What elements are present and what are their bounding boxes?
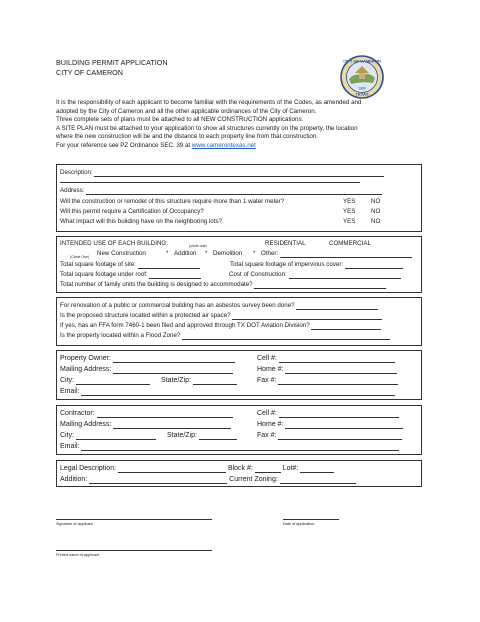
demolition-option[interactable]: Demolition	[213, 250, 243, 257]
intro-line: where the new construction will be and the distance to each property line from that construction.	[56, 133, 319, 141]
faa-label: If yes, has an FFA form 7460-1 been filed and approved through TX DOT Aviation Division?	[60, 322, 310, 329]
owner-mailing-label: Mailing Address:	[60, 366, 112, 373]
address-row	[60, 187, 382, 195]
owner-row	[60, 354, 235, 363]
owner-email-label: Email:	[60, 388, 80, 395]
date-field[interactable]	[283, 519, 339, 520]
intended-use-label: INTENDED USE OF EACH BUILDING:	[60, 240, 168, 247]
contractor-field[interactable]	[97, 411, 233, 418]
addition-field[interactable]	[89, 477, 227, 484]
owner-state-field[interactable]	[193, 378, 237, 385]
legal-description-field[interactable]	[118, 466, 226, 473]
family-units-row	[60, 281, 386, 289]
form-title	[56, 58, 168, 78]
water-meter-no[interactable]: NO	[371, 198, 381, 205]
contractor-label: Contractor:	[60, 410, 95, 417]
airspace-label: Is the proposed structure located within a protected air space?	[60, 312, 231, 319]
owner-city-row	[60, 376, 150, 385]
under-roof-row	[60, 271, 201, 279]
intro-line: Three complete sets of plans must be attached to all NEW CONSTRUCTION applications.	[56, 116, 304, 124]
current-zoning-field[interactable]	[280, 477, 356, 484]
owner-email-field[interactable]	[81, 389, 395, 396]
svg-text:TEXAS: TEXAS	[355, 91, 369, 97]
residential-option[interactable]: RESIDENTIAL	[265, 240, 306, 247]
intro-line: It is the responsibility of each applicant to become familiar with the requirements of the Codes, as amended and	[56, 99, 362, 106]
other-label: Other:	[261, 250, 279, 257]
form-title-line2: CITY OF CAMERON	[56, 68, 123, 77]
owner-fax-label: Fax #:	[257, 377, 277, 384]
circle-one-note-2: (Circle One)	[70, 255, 90, 259]
svg-text:1889: 1889	[358, 86, 366, 91]
faa-row	[60, 322, 381, 330]
form-title-line1: BUILDING PERMIT APPLICATION	[56, 58, 168, 67]
owner-city-field[interactable]	[76, 378, 150, 385]
contractor-fax-field[interactable]	[278, 433, 402, 440]
contractor-mailing-field[interactable]	[113, 422, 231, 429]
contractor-mailing-label: Mailing Address:	[60, 421, 112, 428]
separator-star: *	[166, 250, 169, 257]
contractor-home-label: Home #:	[257, 421, 284, 428]
circle-one-note: (circle one)	[189, 244, 207, 248]
contractor-section	[56, 405, 422, 455]
asbestos-label: For renovation of a public or commercial building has an asbestos survey been done?	[60, 302, 295, 309]
contractor-city-field[interactable]	[76, 433, 156, 440]
other-row	[261, 250, 412, 258]
contractor-city-row	[60, 431, 156, 440]
contractor-cell-label: Cell #:	[257, 410, 277, 417]
addition-label: Addition:	[60, 476, 88, 483]
website-link[interactable]: www.camerontexas.net	[191, 141, 256, 149]
legal-description-row	[60, 464, 334, 473]
legal-section	[56, 460, 422, 487]
intended-use-section	[56, 236, 422, 293]
owner-home-label: Home #:	[257, 366, 284, 373]
asbestos-row	[60, 302, 378, 310]
description-field[interactable]	[94, 170, 384, 177]
contractor-fax-row	[257, 431, 402, 440]
description-label: Description:	[60, 169, 93, 176]
owner-field[interactable]	[113, 356, 235, 363]
cost-row	[229, 271, 401, 279]
commercial-option[interactable]: COMMERCIAL	[329, 240, 371, 247]
impervious-row	[230, 261, 403, 269]
owner-cell-row	[257, 354, 395, 363]
current-zoning-label: Current Zoning:	[229, 476, 278, 483]
owner-mailing-row	[60, 365, 233, 374]
cost-label: Cost of Construction:	[229, 271, 287, 278]
under-roof-label: Total square footage under roof:	[60, 271, 148, 278]
printed-name-label: Printed name of applicant	[56, 553, 100, 557]
addition-option[interactable]: Addition	[174, 250, 197, 257]
signature-label: Signature of applicant	[56, 522, 93, 526]
owner-state-row	[161, 376, 237, 385]
city-seal-logo	[340, 55, 384, 99]
addition-row	[60, 475, 356, 484]
signature-field[interactable]	[56, 519, 212, 520]
additional-questions-section	[56, 297, 422, 346]
description-field-line2[interactable]	[60, 182, 360, 183]
address-label: Address:	[60, 187, 85, 194]
intro-reference-text: For your reference see PZ Ordinance SEC. 39 at	[56, 141, 192, 149]
water-meter-label: Will the construction or remodel of this structure require more than 1 water meter?	[60, 198, 285, 205]
airspace-field[interactable]	[232, 313, 382, 320]
flood-zone-field[interactable]	[182, 333, 390, 340]
intended-use-row	[60, 240, 168, 248]
block-label: Block #:	[227, 465, 253, 472]
occupancy-no[interactable]: NO	[371, 208, 381, 215]
other-field[interactable]	[280, 251, 412, 258]
intro-paragraph	[56, 99, 446, 151]
faa-field[interactable]	[311, 323, 381, 330]
owner-label: Property Owner:	[60, 355, 111, 362]
impervious-label: Total square footage of impervious cover:	[230, 261, 344, 268]
contractor-cell-row	[257, 409, 399, 418]
intro-line: adopted by the City of Cameron and all the other applicable ordinances of the City of Cameron.	[56, 107, 317, 115]
contractor-email-label: Email:	[60, 443, 80, 450]
intro-line: A SITE PLAN must be attached to your application to show all structures currently on the property, the location	[56, 124, 358, 132]
legal-description-label: Legal Description:	[60, 465, 117, 472]
airspace-row	[60, 312, 382, 320]
contractor-home-field[interactable]	[285, 422, 403, 429]
neighbor-impact-yes[interactable]: YES	[343, 218, 356, 225]
lot-field[interactable]	[300, 466, 334, 473]
family-units-field[interactable]	[254, 282, 386, 289]
water-meter-yes[interactable]: YES	[343, 198, 356, 205]
owner-fax-row	[257, 376, 398, 385]
address-field[interactable]	[86, 188, 382, 195]
water-meter-question	[60, 198, 284, 206]
contractor-cell-field[interactable]	[279, 411, 399, 418]
description-row	[60, 169, 384, 177]
contractor-state-row	[167, 431, 237, 440]
impervious-field[interactable]	[345, 262, 403, 269]
occupancy-yes[interactable]: YES	[343, 208, 356, 215]
owner-home-field[interactable]	[285, 367, 397, 374]
site-sqft-field[interactable]	[138, 262, 200, 269]
contractor-email-field[interactable]	[81, 444, 399, 451]
date-label: Date of application	[283, 522, 315, 526]
occupancy-question: Will this permit require a Certification of Occupancy?	[60, 208, 204, 215]
neighbor-impact-no[interactable]: NO	[371, 218, 381, 225]
owner-email-row	[60, 387, 395, 396]
cost-field[interactable]	[289, 272, 401, 279]
contractor-state-field[interactable]	[199, 433, 237, 440]
separator-star: *	[205, 250, 208, 257]
owner-cell-field[interactable]	[279, 356, 395, 363]
owner-cell-label: Cell #:	[257, 355, 277, 362]
new-construction-option[interactable]: New Construction	[97, 250, 146, 257]
owner-mailing-field[interactable]	[113, 367, 233, 374]
contractor-email-row	[60, 442, 399, 451]
printed-name-field[interactable]	[56, 550, 212, 551]
owner-city-label: City:	[60, 377, 74, 384]
contractor-home-row	[257, 420, 403, 429]
owner-section	[56, 350, 422, 400]
asbestos-field[interactable]	[296, 303, 378, 310]
contractor-state-label: State/Zip:	[167, 432, 197, 439]
site-sqft-label: Total square footage of site:	[60, 261, 137, 268]
description-section	[56, 164, 422, 232]
owner-home-row	[257, 365, 397, 374]
owner-fax-field[interactable]	[278, 378, 398, 385]
block-field[interactable]	[255, 466, 281, 473]
intro-reference-line	[56, 142, 446, 151]
owner-state-label: State/Zip:	[161, 377, 191, 384]
lot-label: Lot#:	[282, 465, 299, 472]
family-units-label: Total number of family units the building is designed to accommodate?	[60, 281, 253, 288]
flood-zone-label: Is the property located within a Flood Zone?	[60, 332, 181, 339]
svg-text:CITY OF CAMERON: CITY OF CAMERON	[343, 58, 381, 64]
contractor-row	[60, 409, 233, 418]
contractor-fax-label: Fax #:	[257, 432, 277, 439]
contractor-city-label: City:	[60, 432, 74, 439]
neighbor-impact-question: What impact will this building have on the neighboring lots?	[60, 218, 222, 225]
site-sqft-row	[60, 261, 200, 269]
flood-zone-row	[60, 332, 390, 340]
contractor-mailing-row	[60, 420, 231, 429]
under-roof-field[interactable]	[149, 272, 201, 279]
separator-star: *	[253, 250, 256, 257]
